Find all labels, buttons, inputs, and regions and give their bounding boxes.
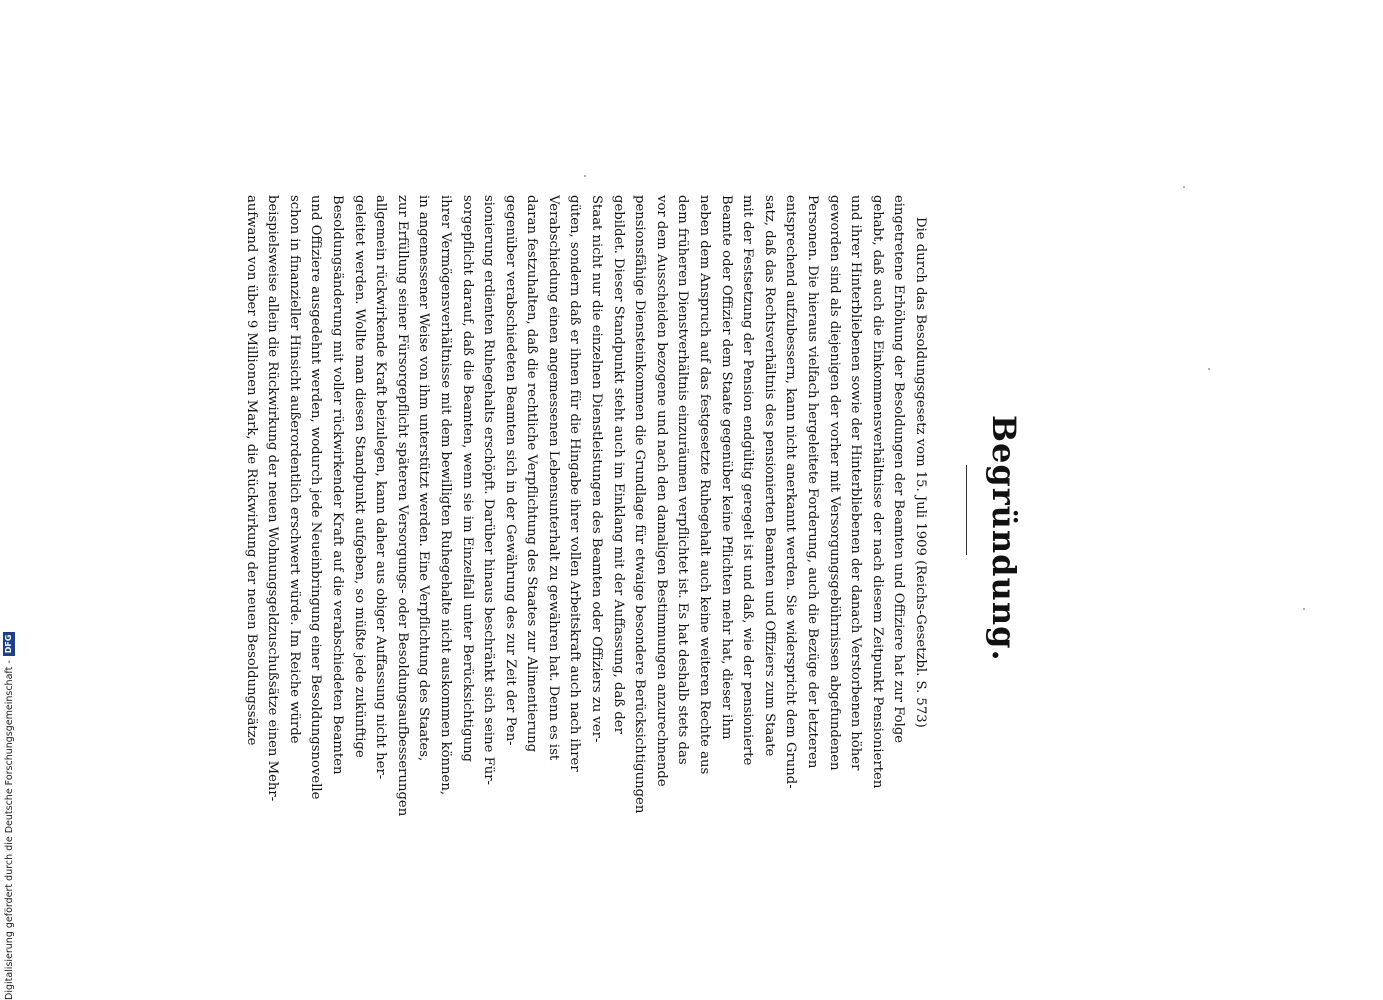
digitization-credit (2, 600, 16, 1000)
text-line: satz, daß das Rechtsverhältnis des pensionierten Beamten und Offiziers zum Staate (761, 195, 777, 757)
scan-speck (584, 175, 586, 177)
scan-speck (1183, 186, 1185, 188)
text-line: vor dem Ausscheiden bezogene und nach den damaligen Bestimmungen anzurechnende (653, 195, 669, 787)
text-line: neben dem Anspruch auf das festgesetzte Ruhegehalt auch keine weiteren Rechte aus (697, 195, 713, 775)
title-divider (966, 465, 967, 555)
document-title: Begründung. (985, 415, 1023, 662)
text-line: und Offiziere ausgedehnt werden, wodurch jede Neueinbringung einer Besoldungsnovelle (308, 195, 324, 800)
text-line: geworden sind als diejenigen der vorher mit Versorgungsgebührnissen abgefundenen (826, 195, 842, 771)
text-line: gebildet. Dieser Standpunkt steht auch im Einklang mit der Auffassung, daß der (610, 195, 626, 734)
text-line: Personen. Die hieraus vielfach hergeleitete Forderung, auch die Bezüge der letzteren (805, 195, 821, 769)
text-line: entsprechend aufzubessern, kann nicht anerkannt werden. Sie widerspricht dem Grund- (783, 195, 799, 789)
text-line: gegenüber verabschiedeten Beamten sich in der Gewährung des zur Zeit der Pen- (502, 195, 518, 746)
text-line: Besoldungsänderung mit voller rückwirkender Kraft auf die verabschiedeten Beamten (329, 195, 345, 775)
text-line: in angemessener Weise von ihm unterstützt werden. Eine Verpflichtung des Staates, (416, 195, 432, 762)
text-line: beispielsweise allein die Rückwirkung der neuen Wohnungsgeldzuschußsätze einen Mehr- (265, 195, 281, 802)
text-line: aufwand von über 9 Millionen Mark, die Rückwirkung der neuen Besoldungssätze (243, 195, 259, 746)
scan-speck (1303, 608, 1305, 610)
scan-speck (1208, 368, 1210, 370)
text-line: geleitet werden. Wollte man diesen Standpunkt aufgeben, so müßte jede zukünftige (351, 195, 367, 758)
text-line: gehabt, daß auch die Einkommensverhältnisse der nach diesem Zeitpunkt Pensionierten (869, 195, 885, 789)
text-line: ihrer Vermögensverhältnisse mit dem bewilligten Ruhegehalte nicht auskommen können, (437, 195, 453, 796)
text-line: schon in finanzieller Hinsicht außerordentlich erschwert würde. Im Reiche würde (286, 195, 302, 744)
text-line: allgemein rückwirkende Kraft beizulegen, kann daher aus obiger Auffassung nicht her- (373, 195, 389, 780)
text-line: sionierung erdienten Ruhegehalts erschöpft. Darüber hinaus beschränkt sich seine Für- (481, 195, 497, 785)
text-line: Verabschiedung einen angemessenen Lebensunterhalt zu gewähren hat. Denn es ist (545, 195, 561, 761)
text-line: eingetretene Erhöhung der Besoldungen der Beamten und Offiziere hat zur Folge (891, 195, 907, 744)
text-line: dem früheren Dienstverhältnis einzuräumen verpflichtet ist. Es hat deshalb stets das (675, 195, 691, 765)
text-line: mit der Festsetzung der Pension endgültig geregelt ist und daß, wie der pensionierte (740, 195, 756, 766)
credit-text: Digitalisierung gefördert durch die Deutsche Forschungsgemeinschaft - (3, 660, 15, 1000)
text-line: Staat nicht nur die einzelnen Dienstleistungen des Beamten oder Offiziers zu ver- (589, 195, 605, 743)
text-line: zur Erfüllung seiner Fürsorgepflicht späteren Versorgungs- oder Besoldungsaufbesserungen (394, 195, 410, 817)
text-line: daran festzuhalten, daß die rechtliche Verpflichtung des Staates zur Alimentierung (524, 195, 540, 753)
text-line: Beamte oder Offizier dem Staate gegenüber keine Pflichten mehr hat, dieser ihm (718, 195, 734, 740)
text-line: sorgepflicht darauf, daß die Beamten, wenn sie im Einzelfall unter Berücksichtigung (459, 195, 475, 762)
text-line: und ihrer Hinterbliebenen sowie der Hinterbliebenen der danach Verstorbenen höher (848, 195, 864, 771)
text-line: güten, sondern daß er ihnen für die Hingabe ihrer vollen Arbeitskraft auch nach ihrer (567, 195, 583, 772)
text-line: Die durch das Besoldungsgesetz vom 15. Juli 1909 (Reichs-Gesetzbl. S. 573) (913, 217, 928, 728)
text-line: pensionsfähige Diensteinkommen die Grundlage für etwaige besondere Berücksichtigungen (632, 195, 648, 814)
dfg-logo: DFG (3, 632, 15, 657)
rotated-page (243, 195, 1023, 835)
document-body (240, 195, 931, 845)
